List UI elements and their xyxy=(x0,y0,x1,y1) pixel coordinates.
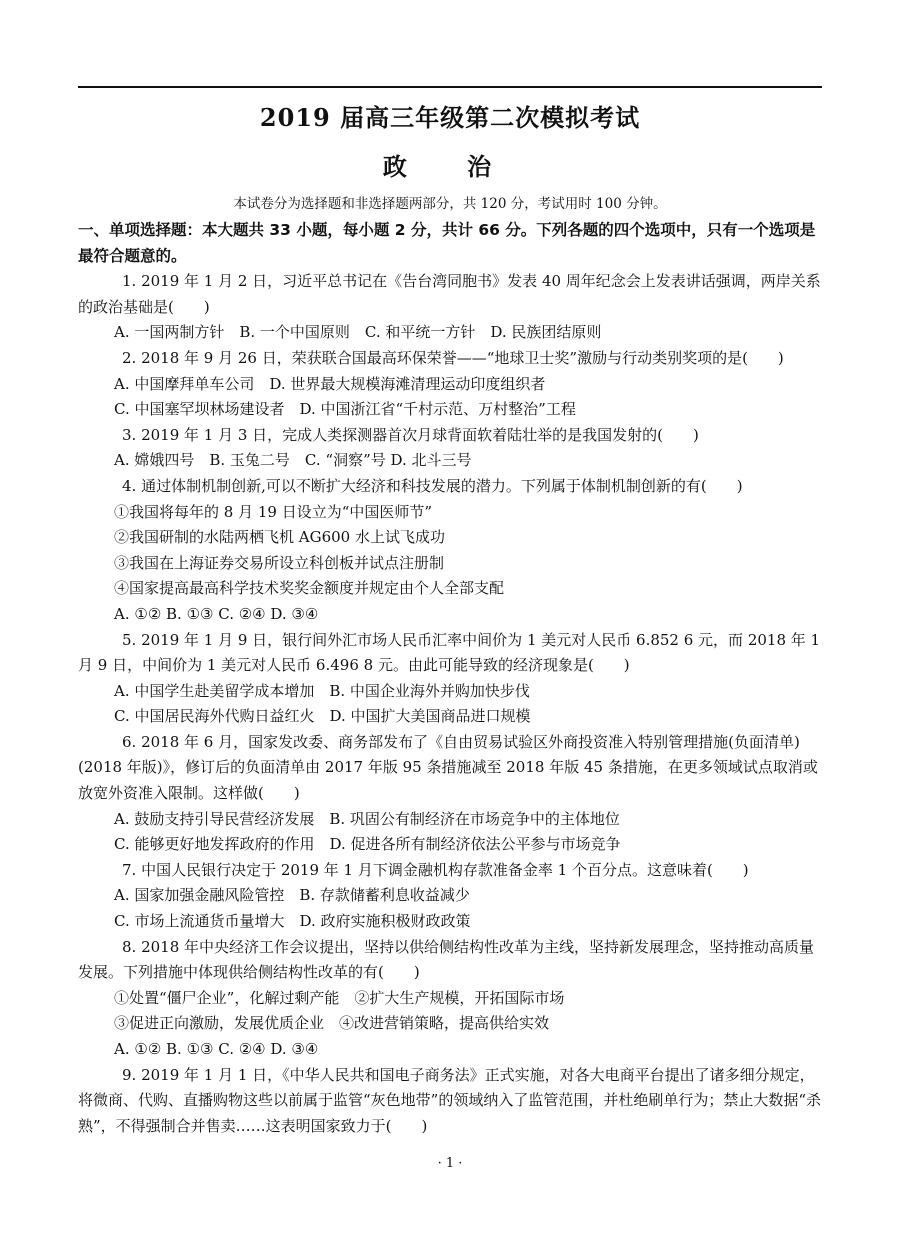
question-stem: 7. 中国人民银行决定于 2019 年 1 月下调金融机构存款准备金率 1 个百分点。这意味着( ) xyxy=(122,860,749,879)
page-number: · 1 · xyxy=(437,1156,463,1171)
exam-instructions: 本试卷分为选择题和非选择题两部分，共 120 分，考试用时 100 分钟。 xyxy=(233,196,667,212)
question-option-line: ①处置“僵尸企业”，化解过剩产能 ②扩大生产规模，开拓国际市场 xyxy=(114,988,565,1007)
question-option-line: A. 中国摩拜单车公司 D. 世界最大规模海滩清理运动印度组织者 xyxy=(114,374,546,393)
exam-title: 2019 届高三年级第二次模拟考试 xyxy=(259,103,641,132)
question-option-line: C. 市场上流通货币量增大 D. 政府实施积极财政政策 xyxy=(114,912,471,931)
question-option-line: A. 鼓励支持引导民营经济发展 B. 巩固公有制经济在市场竞争中的主体地位 xyxy=(114,809,620,828)
question-stem: 3. 2019 年 1 月 3 日，完成人类探测器首次月球背面软着陆壮举的是我国发射的( ) xyxy=(122,425,699,444)
question-stem: 6. 2018 年 6 月，国家发改委、商务部发布了《自由贸易试验区外商投资准入特别管理措施(负面清单)(2018 年版)》，修订后的负面清单由 2017 年版 95 条措施减至 2018 年版 45 条措施，在更多领域试点取消或放宽外资准入限制。这样做( ) xyxy=(78,732,818,803)
question-option-line: A. ①② B. ①③ C. ②④ D. ③④ xyxy=(114,1040,319,1058)
question-option-line: C. 中国居民海外代购日益红火 D. 中国扩大美国商品进口规模 xyxy=(114,707,531,726)
header-rule xyxy=(78,86,822,88)
question-body xyxy=(78,218,822,1139)
question-option-line: A. 一国两制方针 B. 一个中国原则 C. 和平统一方针 D. 民族团结原则 xyxy=(114,323,602,342)
question-stem: 2. 2018 年 9 月 26 日，荣获联合国最高环保荣誉——“地球卫士奖”激励与行动类别奖项的是( ) xyxy=(122,348,784,367)
question-option-line: ③我国在上海证券交易所设立科创板并试点注册制 xyxy=(114,553,445,572)
question-option-line: A. 国家加强金融风险管控 B. 存款储蓄利息收益减少 xyxy=(114,886,470,905)
question-stem: 4. 通过体制机制创新,可以不断扩大经济和科技发展的潜力。下列属于体制机制创新的有( ) xyxy=(122,476,743,495)
question-option-line: C. 能够更好地发挥政府的作用 D. 促进各所有制经济依法公平参与市场竞争 xyxy=(114,835,621,854)
question-stem: 8. 2018 年中央经济工作会议提出，坚持以供给侧结构性改革为主线，坚持新发展理念，坚持推动高质量发展。下列措施中体现供给侧结构性改革的有( ) xyxy=(78,937,815,982)
question-option-line: A. 嫦娥四号 B. 玉兔二号 C. “洞察”号 D. 北斗三号 xyxy=(114,451,472,470)
question-stem: 5. 2019 年 1 月 9 日，银行间外汇市场人民币汇率中间价为 1 美元对人民币 6.852 6 元，而 2018 年 1 月 9 日，中间价为 1 美元对人民币 6.496 8 元。由此可能导致的经济现象是( ) xyxy=(78,630,821,675)
question-option-line: ②我国研制的水陆两栖飞机 AG600 水上试飞成功 xyxy=(114,528,445,547)
question-option-line: ①我国将每年的 8 月 19 日设立为“中国医师节” xyxy=(114,502,433,521)
subject-title: 政 治 xyxy=(382,152,518,181)
question-stem: 9. 2019 年 1 月 1 日，《中华人民共和国电子商务法》正式实施，对各大电商平台提出了诸多细分规定，将微商、代购、直播购物这些以前属于监管“灰色地带”的领域纳入了监管范围，并杜绝刷单行为；禁止大数据“杀熟”，不得强制合并售卖……这表明国家致力于( ) xyxy=(78,1065,822,1135)
question-option-line: A. 中国学生赴美留学成本增加 B. 中国企业海外并购加快步伐 xyxy=(114,681,530,700)
section-heading: 一、单项选择题：本大题共 33 小题，每小题 2 分，共计 66 分。下列各题的四个选项中，只有一个选项是最符合题意的。 xyxy=(78,221,816,265)
question-stem: 1. 2019 年 1 月 2 日，习近平总书记在《告台湾同胞书》发表 40 周年纪念会上发表讲话强调，两岸关系的政治基础是( ) xyxy=(78,272,821,316)
question-option-line: A. ①② B. ①③ C. ②④ D. ③④ xyxy=(114,604,319,623)
question-option-line: C. 中国塞罕坝林场建设者 D. 中国浙江省“千村示范、万村整治”工程 xyxy=(114,400,576,419)
question-option-line: ④国家提高最高科学技术奖奖金额度并规定由个人全部支配 xyxy=(114,579,505,598)
question-option-line: ③促进正向激励，发展优质企业 ④改进营销策略，提高供给实效 xyxy=(114,1014,550,1033)
